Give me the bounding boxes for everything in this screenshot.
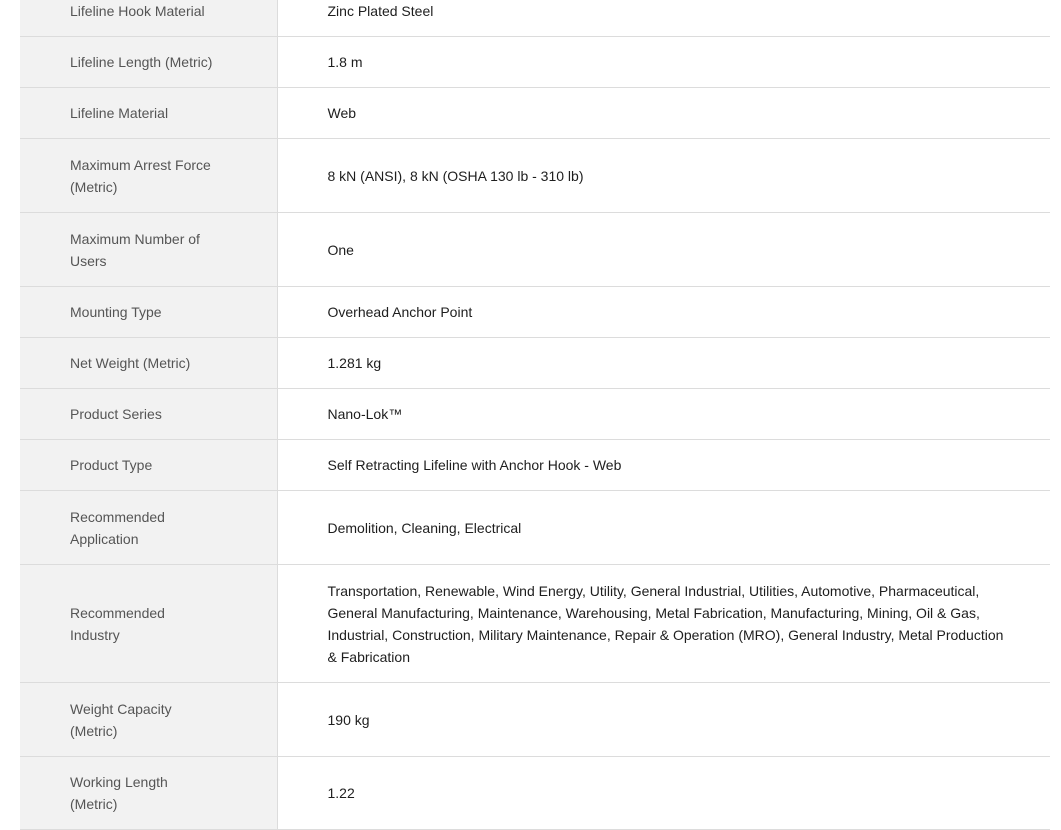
spec-value: One (277, 213, 1050, 287)
spec-value: 8 kN (ANSI), 8 kN (OSHA 130 lb - 310 lb) (277, 139, 1050, 213)
spec-value: Transportation, Renewable, Wind Energy, Utility, General Industrial, Utilities, Automotive, Pharmaceutical, General Manufacturing, Maintenance, Warehousing, Metal Fabrication, Manufacturing, Mining, Oil & Gas, Industrial, Construction, Military Maintenance, Repair & Operation (MRO), General Industry, Metal Production & Fabrication (277, 565, 1050, 683)
spec-value: Overhead Anchor Point (277, 287, 1050, 338)
spec-label: Lifeline Hook Material (20, 0, 277, 37)
spec-label: Working Length (Metric) (20, 757, 277, 830)
spec-value: Zinc Plated Steel (277, 0, 1050, 37)
spec-row (20, 440, 1050, 491)
spec-label: Weight Capacity (Metric) (20, 683, 277, 757)
spec-row (20, 139, 1050, 213)
spec-label: Maximum Arrest Force (Metric) (20, 139, 277, 213)
spec-label: Product Series (20, 389, 277, 440)
spec-label: Maximum Number of Users (20, 213, 277, 287)
spec-row (20, 389, 1050, 440)
spec-label: Recommended Industry (20, 565, 277, 683)
spec-row (20, 683, 1050, 757)
spec-row (20, 37, 1050, 88)
spec-value: Web (277, 88, 1050, 139)
spec-row (20, 88, 1050, 139)
spec-row (20, 0, 1050, 37)
spec-label: Lifeline Material (20, 88, 277, 139)
spec-row (20, 338, 1050, 389)
spec-value: 1.281 kg (277, 338, 1050, 389)
spec-row (20, 757, 1050, 830)
spec-label: Lifeline Length (Metric) (20, 37, 277, 88)
spec-value: 1.22 (277, 757, 1050, 830)
spec-label: Net Weight (Metric) (20, 338, 277, 389)
spec-value: Demolition, Cleaning, Electrical (277, 491, 1050, 565)
spec-label: Product Type (20, 440, 277, 491)
spec-row (20, 213, 1050, 287)
spec-label: Recommended Application (20, 491, 277, 565)
spec-label: Mounting Type (20, 287, 277, 338)
spec-value: 190 kg (277, 683, 1050, 757)
spec-row (20, 565, 1050, 683)
spec-row (20, 491, 1050, 565)
spec-value: Nano-Lok™ (277, 389, 1050, 440)
specifications-table (20, 0, 1050, 830)
spec-value: Self Retracting Lifeline with Anchor Hook - Web (277, 440, 1050, 491)
spec-value: 1.8 m (277, 37, 1050, 88)
spec-row (20, 287, 1050, 338)
